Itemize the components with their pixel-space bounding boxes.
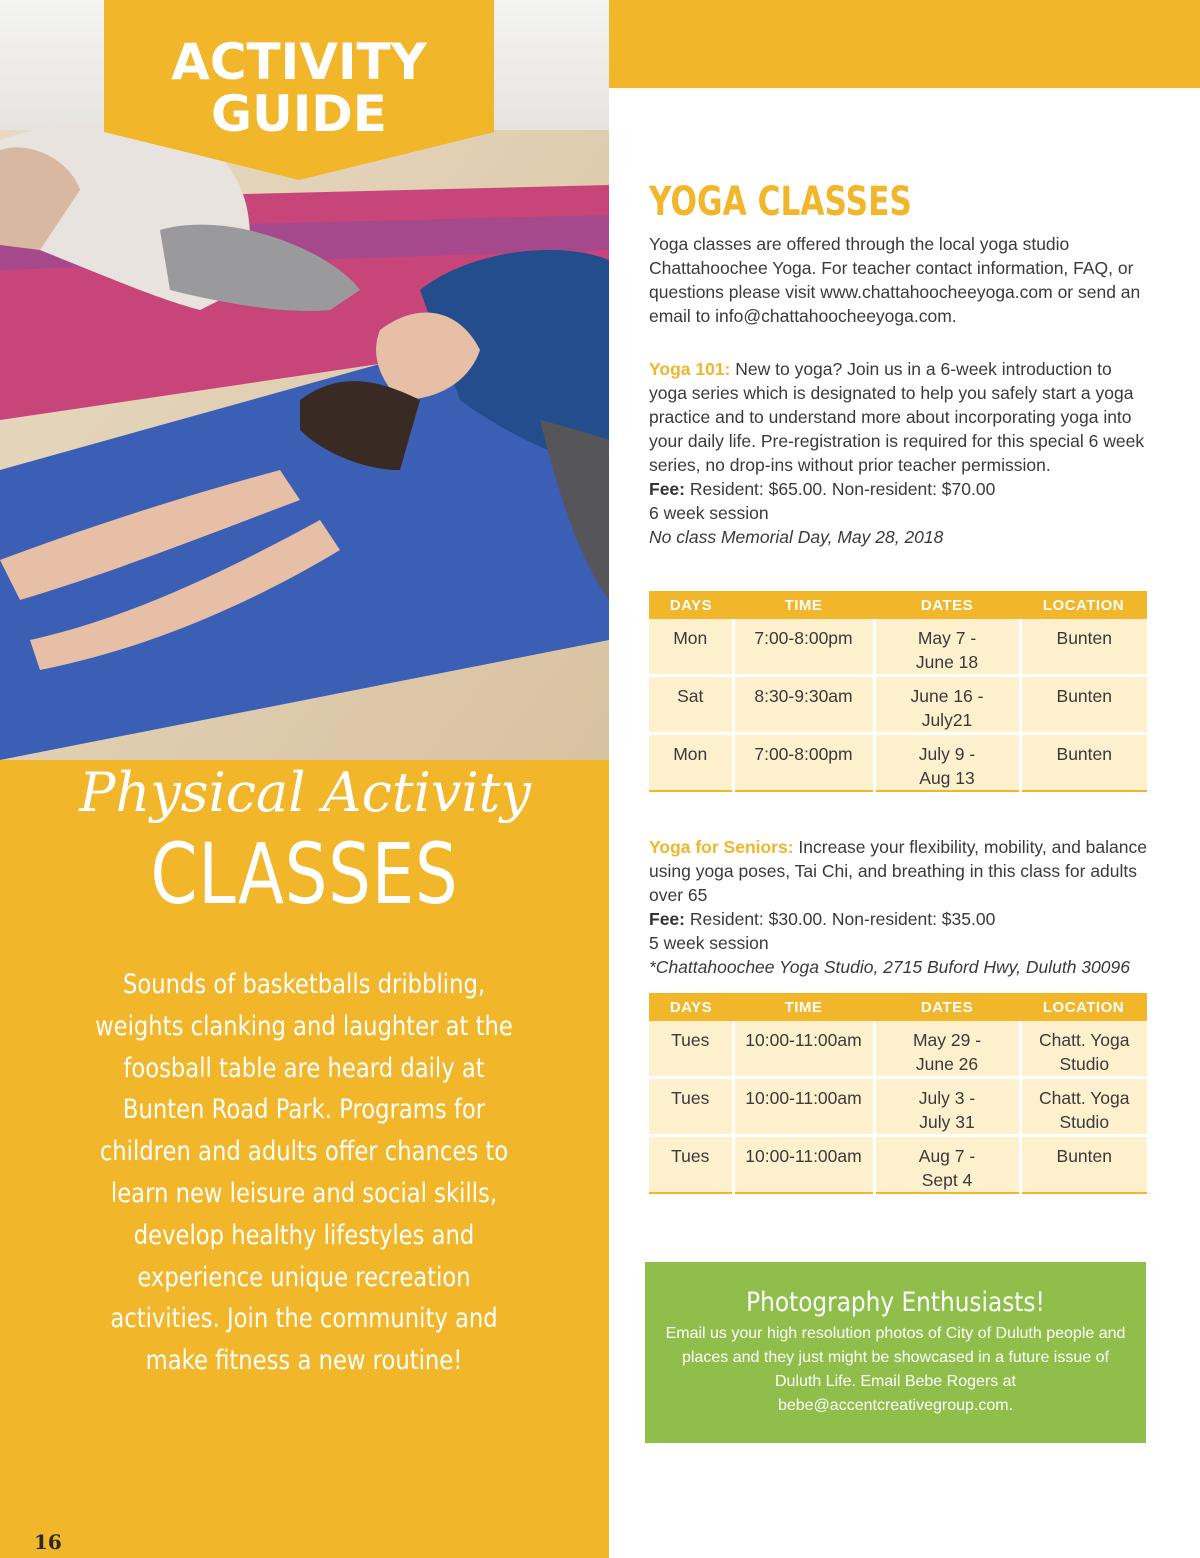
cell-dates-start: May 7 - (917, 628, 977, 648)
table-row (649, 619, 1147, 676)
cell-time: 7:00-8:00pm (733, 619, 874, 676)
cell-time: 10:00-11:00am (733, 1078, 874, 1136)
header-days: DAYS (649, 591, 733, 619)
cell-day: Tues (649, 1021, 733, 1078)
cell-time: 7:00-8:00pm (733, 734, 874, 792)
guide-line-1: ACTIVITY (171, 33, 427, 91)
table-row (649, 1136, 1147, 1194)
yoga-seniors-note: *Chattahoochee Yoga Studio, 2715 Buford Hwy, Duluth 30096 (649, 957, 1130, 977)
cell-dates-start: Aug 7 - (918, 1146, 976, 1166)
cell-dates-start: May 29 - (912, 1030, 982, 1050)
cell-dates-end: Aug 13 (919, 768, 975, 788)
table-header-row (649, 591, 1147, 619)
yoga-101-note: No class Memorial Day, May 28, 2018 (649, 527, 944, 547)
cell-location-line1: Chatt. Yoga (1039, 1030, 1130, 1050)
headline-classes: CLASSES (150, 825, 459, 923)
header-time: TIME (733, 591, 874, 619)
yoga-classes-title: YOGA CLASSES (649, 179, 912, 225)
yoga-seniors-session: 5 week session (649, 933, 769, 953)
yoga-seniors-schedule-table (649, 993, 1147, 1194)
yoga-101-label: Yoga 101: (649, 359, 731, 379)
cell-dates-start: July 3 - (918, 1088, 976, 1108)
page-number: 16 (34, 1530, 62, 1554)
cell-dates-start: June 16 - (910, 686, 984, 706)
yoga-101-session: 6 week session (649, 503, 769, 523)
cell-dates (874, 1136, 1020, 1194)
photography-promo-box (645, 1262, 1146, 1443)
cell-time: 10:00-11:00am (733, 1136, 874, 1194)
cell-location (1020, 619, 1147, 676)
cell-dates (874, 734, 1020, 792)
promo-body: Email us your high resolution photos of City of Duluth people and places and they just might be showcased in a future issue of Duluth Life. Email Bebe Rogers at bebe@accentcreativegroup.com. (665, 1325, 1126, 1414)
intro-text: Sounds of basketballs dribbling, weights clanking and laughter at the foosball table are heard daily at Bunten Road Park. Programs for children and adults offer chances to learn new leisure and social skills, develop healthy lifestyles and experience unique recreation activities. Join the community and make fitness a new routine! (95, 969, 513, 1377)
table-row (649, 734, 1147, 792)
yoga-101-fee-label: Fee: (649, 479, 685, 499)
cell-day: Sat (649, 676, 733, 734)
yoga-101-fee: Resident: $65.00. Non-resident: $70.00 (684, 479, 996, 499)
header-dates: DATES (874, 993, 1020, 1021)
cell-dates (874, 1078, 1020, 1136)
header-location: LOCATION (1020, 993, 1147, 1021)
cell-time: 10:00-11:00am (733, 1021, 874, 1078)
cell-location (1020, 1136, 1147, 1194)
yoga-seniors-label: Yoga for Seniors: (649, 837, 794, 857)
cell-day: Tues (649, 1078, 733, 1136)
cell-dates (874, 676, 1020, 734)
table-row (649, 1021, 1147, 1078)
cell-dates-end: July 31 (919, 1112, 975, 1132)
cell-day: Mon (649, 734, 733, 792)
cell-day: Mon (649, 619, 733, 676)
cell-location (1020, 1078, 1147, 1136)
cell-dates-start: July 9 - (918, 744, 976, 764)
cell-dates-end: June 18 (915, 652, 979, 672)
cell-location (1020, 734, 1147, 792)
cell-dates (874, 1021, 1020, 1078)
guide-line-2: GUIDE (211, 85, 387, 143)
yoga-101-schedule-table (649, 591, 1147, 792)
cell-location-line2: Studio (1059, 1054, 1110, 1074)
promo-title: Photography Enthusiasts! (746, 1287, 1045, 1318)
headline-script: Physical Activity (79, 761, 531, 824)
header-time: TIME (733, 993, 874, 1021)
yoga-seniors-desc: Increase your flexibility, mobility, and balance using yoga poses, Tai Chi, and breathing in this class for adults over 65 (649, 837, 1147, 905)
yoga-seniors-fee-label: Fee: (649, 909, 685, 929)
cell-location-line1: Bunten (1056, 686, 1112, 706)
cell-day: Tues (649, 1136, 733, 1194)
header-location: LOCATION (1020, 591, 1147, 619)
top-accent-bar (609, 0, 1200, 88)
cell-dates (874, 619, 1020, 676)
header-dates: DATES (874, 591, 1020, 619)
cell-dates-end: July21 (921, 710, 973, 730)
cell-dates-end: Sept 4 (921, 1170, 973, 1190)
header-days: DAYS (649, 993, 733, 1021)
yoga-intro: Yoga classes are offered through the local yoga studio Chattahoochee Yoga. For teacher contact information, FAQ, or questions please visit www.chattahoocheeyoga.com or send an email to info@chattahoocheeyoga.com. (649, 234, 1141, 326)
cell-location-line1: Bunten (1056, 1146, 1112, 1166)
table-row (649, 676, 1147, 734)
yoga-seniors-fee: Resident: $30.00. Non-resident: $35.00 (684, 909, 996, 929)
table-row (649, 1078, 1147, 1136)
activity-guide-banner (104, 0, 494, 180)
yoga-seniors-section (649, 835, 1149, 979)
cell-location (1020, 1021, 1147, 1078)
cell-location-line1: Bunten (1056, 628, 1112, 648)
cell-dates-end: June 26 (915, 1054, 979, 1074)
cell-location-line1: Chatt. Yoga (1039, 1088, 1130, 1108)
cell-location (1020, 676, 1147, 734)
cell-location-line2: Studio (1059, 1112, 1110, 1132)
yoga-101-section (649, 357, 1149, 549)
yoga-101-desc: New to yoga? Join us in a 6-week introduction to yoga series which is designated to help you safely start a yoga practice and to understand more about incorporating yoga into your daily life. Pre-registration is required for this special 6 week series, no drop-ins without prior teacher permission. (649, 359, 1145, 475)
table-header-row (649, 993, 1147, 1021)
cell-location-line1: Bunten (1056, 744, 1112, 764)
cell-time: 8:30-9:30am (733, 676, 874, 734)
